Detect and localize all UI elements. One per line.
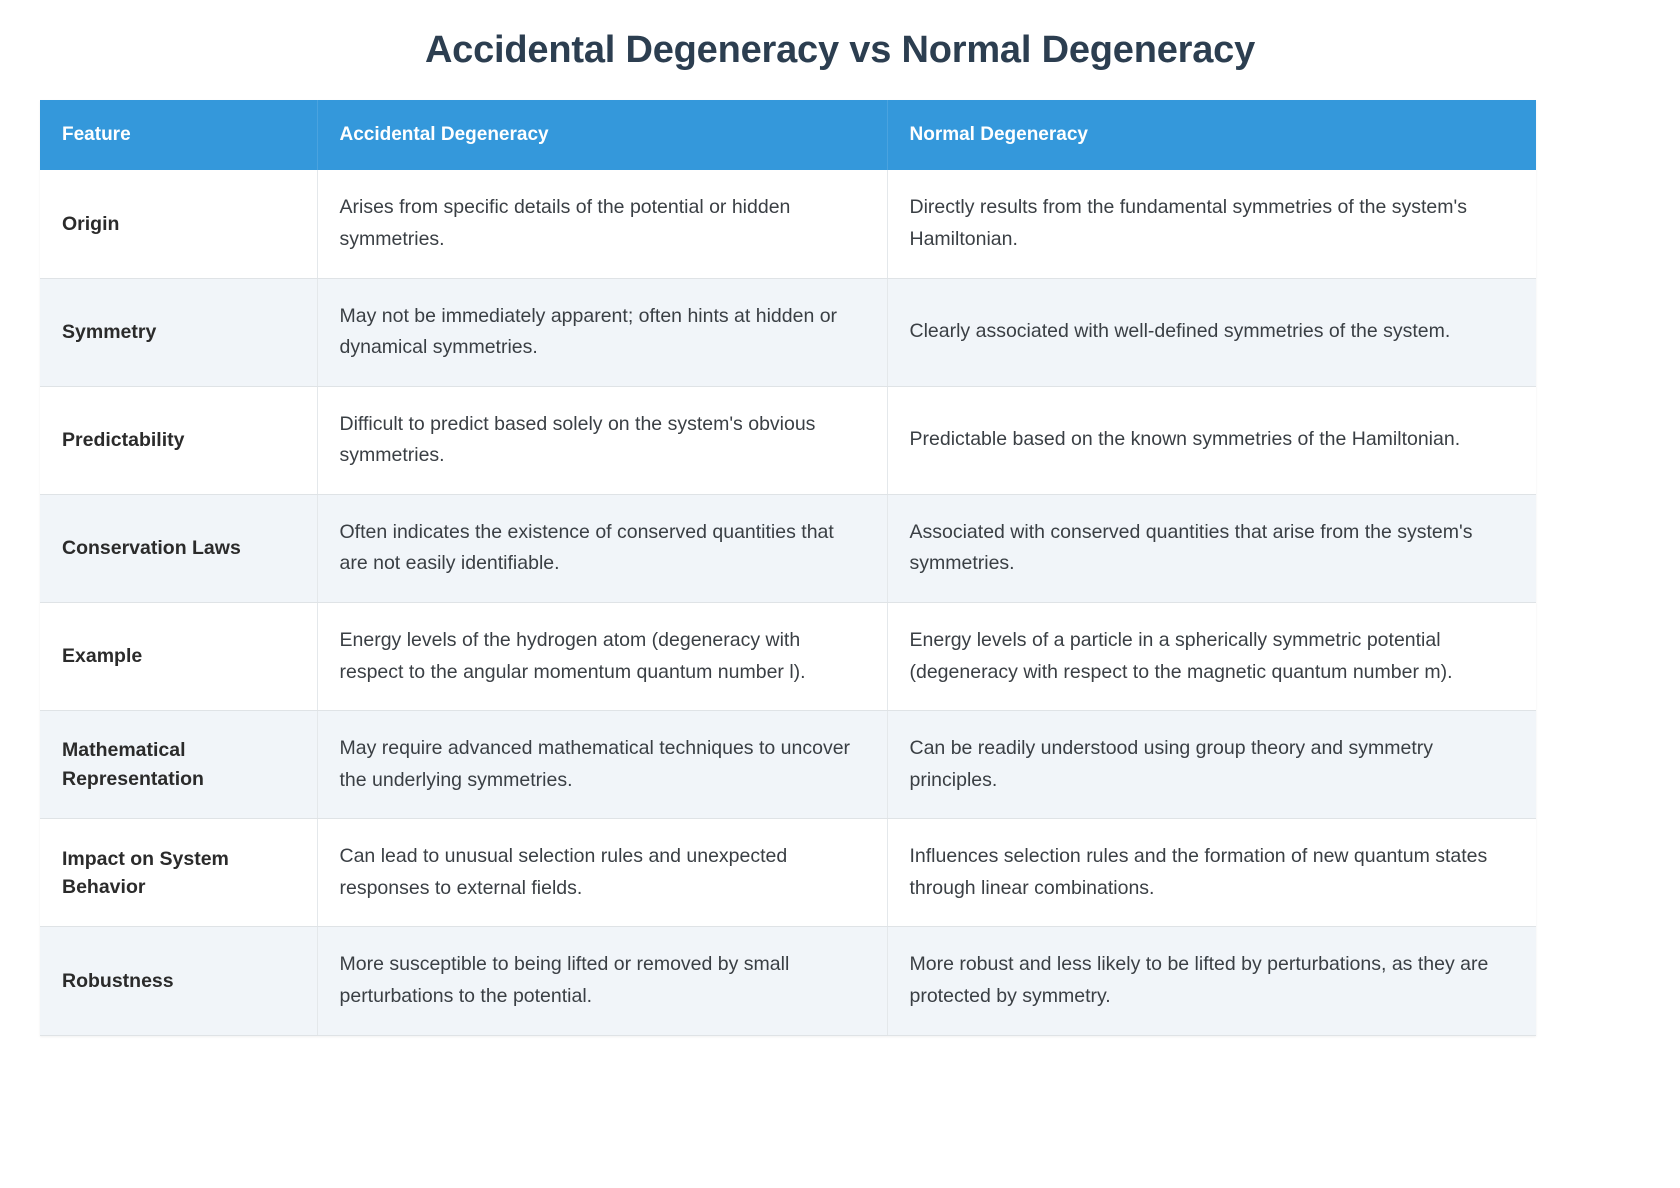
table-row <box>40 603 1536 711</box>
cell-accidental-degeneracy: More susceptible to being lifted or removed by small perturbations to the potential. <box>317 927 887 1035</box>
column-header-normal-degeneracy: Normal Degeneracy <box>887 100 1536 171</box>
column-header-accidental-degeneracy: Accidental Degeneracy <box>317 100 887 171</box>
table-row <box>40 711 1536 819</box>
table-row <box>40 278 1536 386</box>
cell-accidental-degeneracy: Energy levels of the hydrogen atom (degeneracy with respect to the angular momentum quantum number l). <box>317 603 887 711</box>
cell-feature: Predictability <box>40 386 317 494</box>
column-header-feature: Feature <box>40 100 317 171</box>
table-row <box>40 170 1536 278</box>
comparison-table-container <box>40 100 1536 1036</box>
cell-feature: Impact on System Behavior <box>40 819 317 927</box>
cell-feature: Mathematical Representation <box>40 711 317 819</box>
cell-accidental-degeneracy: May not be immediately apparent; often hints at hidden or dynamical symmetries. <box>317 278 887 386</box>
table-row <box>40 927 1536 1035</box>
cell-accidental-degeneracy: Often indicates the existence of conserved quantities that are not easily identifiable. <box>317 494 887 602</box>
cell-feature: Symmetry <box>40 278 317 386</box>
page-title: Accidental Degeneracy vs Normal Degeneracy <box>424 29 1256 71</box>
comparison-table <box>40 100 1536 1036</box>
cell-normal-degeneracy: Can be readily understood using group theory and symmetry principles. <box>887 711 1536 819</box>
table-row <box>40 819 1536 927</box>
cell-accidental-degeneracy: May require advanced mathematical techniques to uncover the underlying symmetries. <box>317 711 887 819</box>
cell-feature: Conservation Laws <box>40 494 317 602</box>
cell-normal-degeneracy: Associated with conserved quantities that arise from the system's symmetries. <box>887 494 1536 602</box>
table-row <box>40 386 1536 494</box>
cell-accidental-degeneracy: Difficult to predict based solely on the system's obvious symmetries. <box>317 386 887 494</box>
cell-feature: Origin <box>40 170 317 278</box>
cell-accidental-degeneracy: Can lead to unusual selection rules and unexpected responses to external fields. <box>317 819 887 927</box>
cell-normal-degeneracy: Predictable based on the known symmetries of the Hamiltonian. <box>887 386 1536 494</box>
cell-feature: Example <box>40 603 317 711</box>
table-body <box>40 170 1536 1035</box>
table-header-row <box>40 100 1536 171</box>
table-row <box>40 494 1536 602</box>
cell-accidental-degeneracy: Arises from specific details of the potential or hidden symmetries. <box>317 170 887 278</box>
cell-feature: Robustness <box>40 927 317 1035</box>
cell-normal-degeneracy: Directly results from the fundamental symmetries of the system's Hamiltonian. <box>887 170 1536 278</box>
cell-normal-degeneracy: Clearly associated with well-defined symmetries of the system. <box>887 278 1536 386</box>
cell-normal-degeneracy: Energy levels of a particle in a spherically symmetric potential (degeneracy with respect to the magnetic quantum number m). <box>887 603 1536 711</box>
cell-normal-degeneracy: More robust and less likely to be lifted by perturbations, as they are protected by symmetry. <box>887 927 1536 1035</box>
table-header <box>40 100 1536 171</box>
cell-normal-degeneracy: Influences selection rules and the formation of new quantum states through linear combinations. <box>887 819 1536 927</box>
